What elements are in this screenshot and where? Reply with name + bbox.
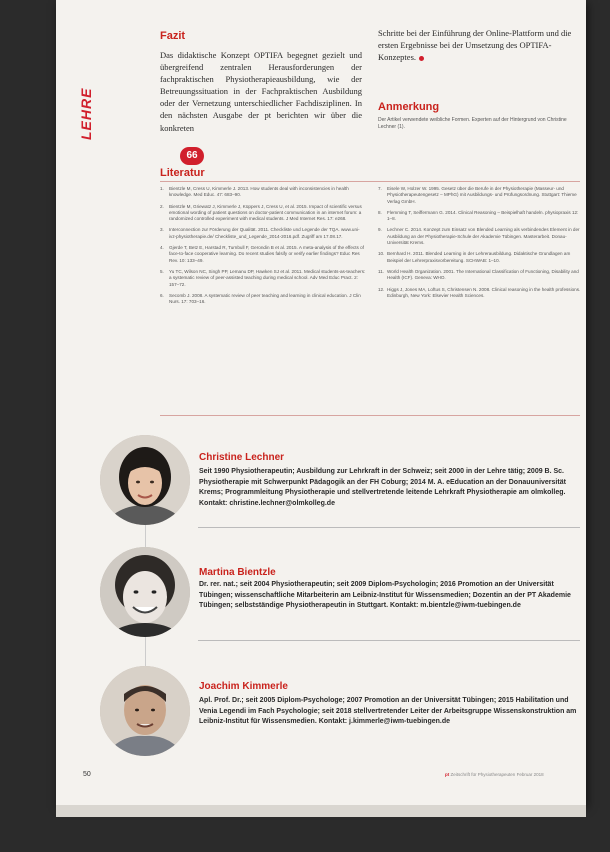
reference-number: 6. [160, 292, 164, 298]
literatur-heading: Literatur [160, 167, 205, 179]
journal-name: Zeitschrift für Physiotherapeuten [450, 772, 516, 777]
end-mark-icon [419, 56, 424, 61]
reference-text: World Health Organization. 2001. The International Classification of Functioning, Disability and Health (ICF). Geneva: WHO. [387, 268, 579, 281]
reference-number: 7. [378, 186, 382, 191]
reference-text: Bientzle M, Cress U, Kimmerle J. 2013. How students deal with inconsistencies in health knowledge. Med Educ. 47: 683–90. [169, 186, 349, 198]
anmerkung-text: Der Artikel verwendete weibliche Formen. Experten auf der Hintergrund von Christine Lechner (1). [378, 117, 567, 130]
reference-number: 4. [160, 245, 164, 251]
author-name: Martina Bientzle [199, 567, 276, 578]
fazit-heading: Fazit [160, 30, 186, 42]
journal-prefix: pt [445, 772, 450, 777]
reference-text: Gjerde T, Betz E, Harstad R, Turnbull F, Gerondin B et al. 2015. A meta-analysis of the effects of face-to-face cooperative learning. Do recent studies falsify or verify earlier findings? Educ Res Rev. 10: 133–49. [169, 245, 364, 263]
author-name: Christine Lechner [199, 452, 285, 463]
reference-number: 1. [160, 186, 164, 191]
references-left-column [160, 186, 366, 310]
author-bio: Seit 1990 Physiotherapeutin; Ausbildung zur Lehrkraft in der Schweiz; seit 2000 in der Lehre tätig; 2009 B. Sc. Physiotherapie mit Schwerpunkt Pädagogik an der FH Coburg; 2014 M. A. eEducation an der Donauuniversität Krems; Programmleitung Physiotherapie und stellvertretende leitende Lehrkraft Physiotherapie am olmkolleg. Kontakt: christine.lechner@olmkolleg.de [199, 468, 566, 508]
fazit-continued [378, 27, 578, 63]
journal-issue: Februar 2018 [516, 772, 544, 777]
section-label: LEHRE [78, 87, 94, 140]
avatar-christine-lechner [100, 435, 190, 525]
portrait-photo-icon [100, 666, 190, 756]
reference-text: Secomb J. 2008. A systematic review of peer teaching and learning in clinical education. J Clin Nurs. 17: 703–16. [169, 292, 361, 305]
reference-text: Lechner C. 2014. Konzept zum Einsatz von Blended Learning als verbindendes Element in der Ausbildung an der Physiotherapie-Schule der Akademie Tübingen. Masterarbeit. Donau-Universität Krems. [387, 227, 580, 246]
journal-footer [445, 772, 544, 777]
reference-text: Higgs J, Jones MA, Loftus S, Christensen N. 2008. Clinical reasoning in the health professions. Edinburgh, New York: Elsevier Health Sciences. [387, 286, 581, 298]
avatar-joachim-kimmerle [100, 666, 190, 756]
literatur-divider [160, 181, 580, 182]
reference-item [160, 186, 366, 199]
reference-item [378, 186, 584, 205]
fazit-text: Das didaktische Konzept OPTIFA begegnet gezielt und übergreifend zentralen Herausforderungen der fachpraktischen Physiotherapieausbildung, wie der Betreuungssituation in der Fachpraktischen Ausbildung oder der Vernetzung unterschiedlicher Fachdisziplinen. In den nächsten Ausgabe der pt berichten wir über die konkreten [160, 50, 362, 133]
literature-quote-icon: 66 [180, 147, 204, 165]
page-number: 50 [83, 771, 91, 778]
reference-text: Eisele W, Holzer W. 1995. Gesetz über die Berufe in der Physiotherapie (Masseur- und Physiotherapeutengesetz – MPhG) mit Ausbildungs- und Prüfungsordnung. Stuttgart: Thieme Verlag GmbH. [387, 186, 577, 204]
reference-item [378, 227, 584, 246]
reference-item [160, 227, 366, 240]
reference-item [378, 210, 584, 223]
reference-text: Flemming T, Seiffermann G. 2014. Clinical Reasoning – Beispielhaft handeln. physiopraxis 12: 1–8. [387, 209, 579, 222]
reference-number: 5. [160, 268, 164, 274]
author-bio: Apl. Prof. Dr.; seit 2005 Diplom-Psychologe; 2007 Promotion an der Universität Tübingen; 2015 Habilitation und Venia Legendi im Fach Psychologie; seit 2018 stellvertretender Leiter der Arbeitsgruppe Wissenskonstruktion am Leibniz-Institut für Wissensmedien. Kontakt: j.kimmerle@iwm-tuebingen.de [199, 697, 577, 726]
reference-text: Yu TC, Wilson NC, Singh PP, Lemanu DP, Hawken SJ et al. 2011. Medical students-as-teachers: a systematic review of peer-assisted teaching during medical school. Adv Med Educ Pract. 2: 157–72. [169, 268, 366, 287]
portrait-photo-icon [100, 435, 190, 525]
reference-item [160, 245, 366, 264]
reference-item [160, 293, 366, 306]
author-bio: Dr. rer. nat.; seit 2004 Physiotherapeutin; seit 2009 Diplom-Psychologin; 2016 Promotion an der Universität Tübingen; wissenschaftliche Mitarbeiterin am Leibniz-Institut für Wissensmedien; Dozentin an der PT Akademie Tübingen; selbstständige Physiotherapeutin in Stuttgart. Kontakt: m.bientzle@iwm-tuebingen.de [199, 581, 571, 610]
reference-number: 8. [378, 209, 382, 215]
reference-number: 11. [378, 268, 385, 274]
reference-number: 2. [160, 203, 164, 209]
portrait-photo-icon [100, 547, 190, 637]
reference-item [378, 287, 584, 300]
reference-number: 12. [378, 286, 385, 292]
reference-text: Interconnection zur Förderung der Qualität. 2011. Checkliste und Legende der TQA. www.uni-ivz-physiotherapie.de/ Checkliste_und_Legende_2014-2016.pdf. Zugriff am 17.08.17. [169, 227, 360, 239]
reference-item [378, 269, 584, 282]
literatur-bottom-divider [160, 415, 580, 416]
references-right-column [378, 186, 584, 304]
reference-item [378, 251, 584, 264]
author-divider [198, 640, 580, 641]
reference-item [160, 269, 366, 288]
author-divider [198, 527, 580, 528]
reference-text: Bernhard H. 2011. Blended Learning in der Lehrerausbildung. Didaktische Grundlagen am Beispiel der Lehrerpraxisvorbereitung. SCHWAB: 1–10. [387, 251, 571, 263]
anmerkung-heading: Anmerkung [378, 101, 440, 113]
avatar-martina-bientzle [100, 547, 190, 637]
reference-number: 3. [160, 227, 164, 233]
fazit-continued-text: Schritte bei der Einführung der Online-Plattform und die ersten Ergebnisse bei der Umsetzung des OPTIFA-Konzeptes. [378, 28, 572, 63]
page-edge [56, 805, 586, 817]
reference-number: 10. [378, 251, 385, 257]
reference-text: Bientzle M, Griewatz J, Kimmerle J, Küppers J, Cress U, et al. 2015. Impact of scientific versus emotional wording of patient questions on doctor-patient communication in an internet forum: a randomized controlled experiment with medical students. J Med Internet Res. 17: e268. [169, 203, 362, 222]
reference-number: 9. [378, 227, 382, 233]
author-name: Joachim Kimmerle [199, 681, 288, 692]
reference-item [160, 204, 366, 223]
